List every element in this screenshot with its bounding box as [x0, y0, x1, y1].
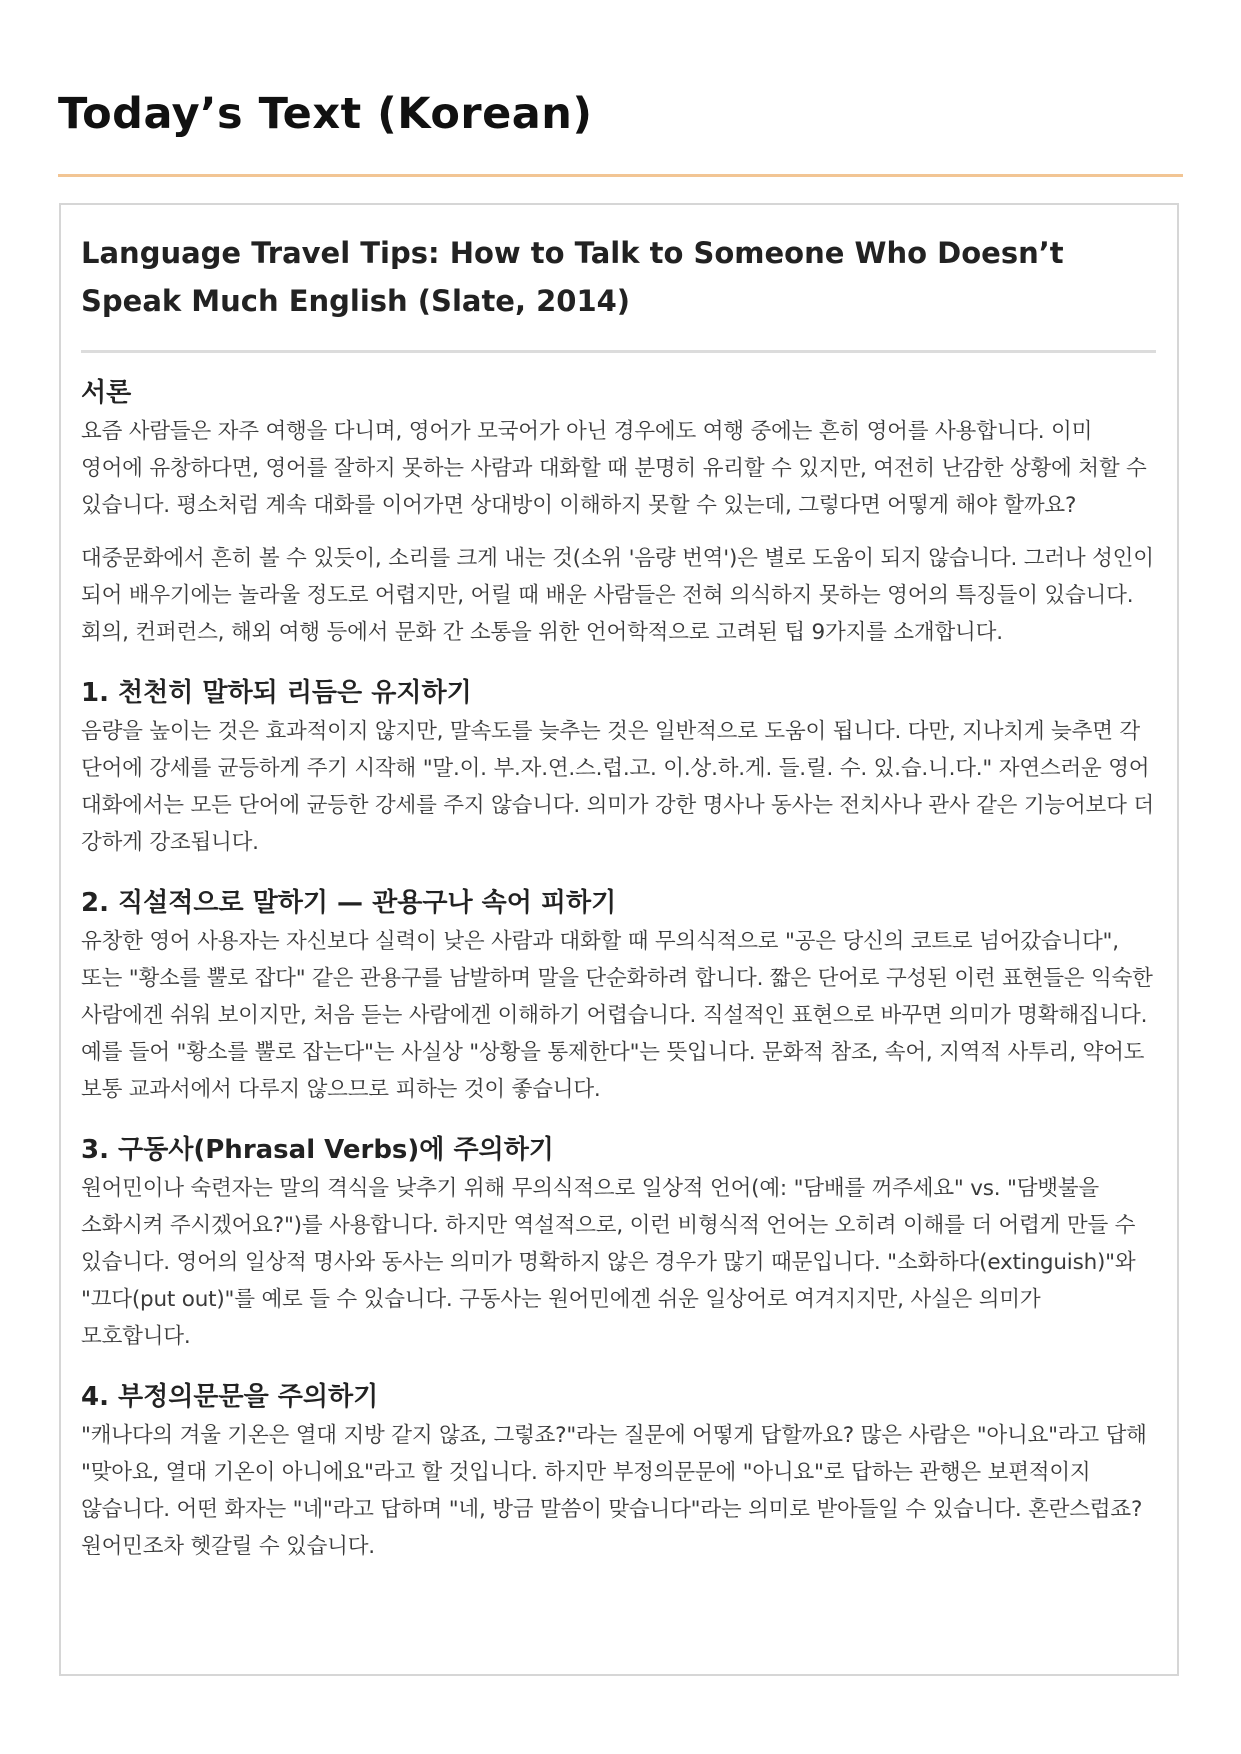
page-title: Today’s Text (Korean) — [58, 89, 593, 139]
section-introduction — [81, 373, 1156, 651]
section-heading: 2. 직설적으로 말하기 — 관용구나 속어 피하기 — [81, 888, 617, 918]
article-card — [59, 203, 1179, 1676]
paragraph: 유창한 영어 사용자는 자신보다 실력이 낮은 사람과 대화할 때 무의식적으로 "공은 당신의 코트로 넘어갔습니다", 또는 "황소를 뿔로 잡다" 같은 관용구를 남발하며 말을 단순화하려 합니다. 짧은 단어로 구성된 이런 표현들은 익숙한 사람에겐 쉬워 보이지만, 처음 듣는 사람에겐 이해하기 어렵습니다. 직설적인 표현으로 바꾸면 의미가 명확해집니다. 예를 들어 "황소를 뿔로 잡는다"는 사실상 "상황을 통제한다"는 뜻입니다. 문화적 참조, 속어, 지역적 사투리, 약어도 보통 교과서에서 다루지 않으므로 피하는 것이 좋습니다. — [81, 929, 1153, 1102]
section-heading: 서론 — [81, 378, 132, 408]
article-divider — [81, 350, 1156, 353]
article-title: Language Travel Tips: How to Talk to Someone Who Doesn’t Speak Much English (Slate, 2014) — [81, 236, 1064, 318]
title-divider — [58, 174, 1183, 177]
section-tip-1 — [81, 673, 1156, 861]
paragraph: 음량을 높이는 것은 효과적이지 않지만, 말속도를 늦추는 것은 일반적으로 도움이 됩니다. 다만, 지나치게 늦추면 각 단어에 강세를 균등하게 주기 시작해 "말.이. 부.자.연.스.럽.고. 이.상.하.게. 들.릴. 수. 있.습.니.다." 자연스러운 영어 대화에서는 모든 단어에 균등한 강세를 주지 않습니다. 의미가 강한 명사나 동사는 전치사나 관사 같은 기능어보다 더 강하게 강조됩니다. — [81, 719, 1154, 855]
section-tip-4 — [81, 1377, 1156, 1565]
section-tip-3 — [81, 1130, 1156, 1355]
section-heading: 3. 구동사(Phrasal Verbs)에 주의하기 — [81, 1135, 554, 1165]
paragraph: 대중문화에서 흔히 볼 수 있듯이, 소리를 크게 내는 것(소위 '음량 번역')은 별로 도움이 되지 않습니다. 그러나 성인이 되어 배우기에는 놀라울 정도로 어렵지만, 어릴 때 배운 사람들은 전혀 의식하지 못하는 영어의 특징들이 있습니다. 회의, 컨퍼런스, 해외 여행 등에서 문화 간 소통을 위한 언어학적으로 고려된 팁 9가지를 소개합니다. — [81, 546, 1154, 645]
section-heading: 4. 부정의문문을 주의하기 — [81, 1382, 379, 1412]
section-tip-2 — [81, 883, 1156, 1108]
paragraph: 요즘 사람들은 자주 여행을 다니며, 영어가 모국어가 아닌 경우에도 여행 중에는 흔히 영어를 사용합니다. 이미 영어에 유창하다면, 영어를 잘하지 못하는 사람과 대화할 때 분명히 유리할 수 있지만, 여전히 난감한 상황에 처할 수 있습니다. 평소처럼 계속 대화를 이어가면 상대방이 이해하지 못할 수 있는데, 그렇다면 어떻게 해야 할까요? — [81, 419, 1147, 518]
paragraph: 원어민이나 숙련자는 말의 격식을 낮추기 위해 무의식적으로 일상적 언어(예: "담배를 꺼주세요" vs. "담뱃불을 소화시켜 주시겠어요?")를 사용합니다. 하지만 역설적으로, 이런 비형식적 언어는 오히려 이해를 더 어렵게 만들 수 있습니다. 영어의 일상적 명사와 동사는 의미가 명확하지 않은 경우가 많기 때문입니다. "소화하다(extinguish)"와 "끄다(put out)"를 예로 들 수 있습니다. 구동사는 원어민에겐 쉬운 일상어로 여겨지지만, 사실은 의미가 모호합니다. — [81, 1176, 1136, 1349]
section-heading: 1. 천천히 말하되 리듬은 유지하기 — [81, 678, 472, 708]
paragraph: "캐나다의 겨울 기온은 열대 지방 같지 않죠, 그렇죠?"라는 질문에 어떻게 답할까요? 많은 사람은 "아니요"라고 답해 "맞아요, 열대 기온이 아니에요"라고 할 것입니다. 하지만 부정의문문에 "아니요"로 답하는 관행은 보편적이지 않습니다. 어떤 화자는 "네"라고 답하며 "네, 방금 말씀이 맞습니다"라는 의미로 받아들일 수 있습니다. 혼란스럽죠? 원어민조차 헷갈릴 수 있습니다. — [81, 1423, 1147, 1559]
